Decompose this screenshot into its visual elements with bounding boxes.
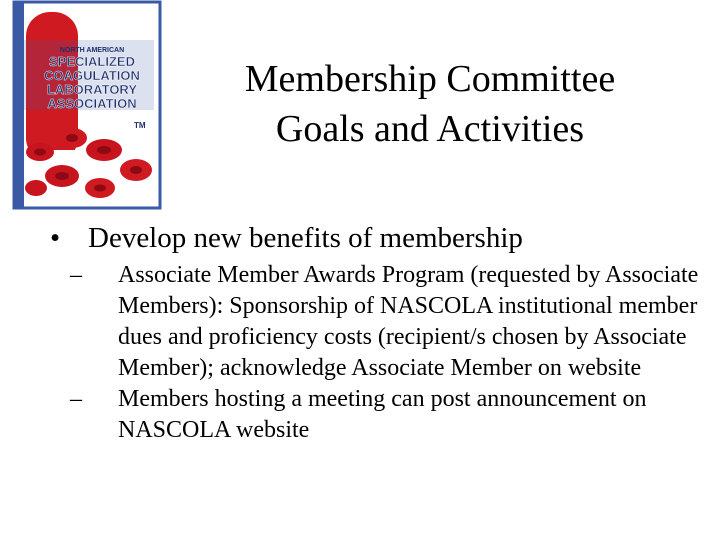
title-line-2: Goals and Activities <box>275 108 585 150</box>
sub-bullet-text: Associate Member Awards Program (requested by Associate Members): Sponsorship of NASCOLA institutional member dues and proficiency costs (recipient/s chosen by Associate Member); acknowledge Associate Member on website <box>118 262 699 381</box>
nascola-logo-graphic <box>0 0 162 210</box>
bullet-item <box>50 220 700 256</box>
logo-trademark: TM <box>134 121 146 130</box>
logo-line-4: LABORATORY <box>46 82 138 97</box>
bullet-list <box>50 220 700 446</box>
bullet-marker: • <box>50 222 61 254</box>
bullet-text: Develop new benefits of membership <box>88 222 523 254</box>
slide-title <box>190 54 670 154</box>
sub-bullet-list <box>50 260 700 446</box>
sub-bullet-item <box>70 260 700 384</box>
logo-line-2: SPECIALIZED <box>49 54 135 69</box>
sub-bullet-item <box>70 384 700 446</box>
sub-bullet-marker: – <box>70 386 82 412</box>
sub-bullet-marker: – <box>70 262 82 288</box>
logo-line-3: COAGULATION <box>44 68 140 83</box>
title-line-1: Membership Committee <box>244 58 616 100</box>
logo-line-1: NORTH AMERICAN <box>59 47 125 54</box>
nascola-logo <box>0 0 162 210</box>
logo-line-5: ASSOCIATION <box>47 96 137 111</box>
sub-bullet-text: Members hosting a meeting can post announcement on NASCOLA website <box>118 386 647 443</box>
